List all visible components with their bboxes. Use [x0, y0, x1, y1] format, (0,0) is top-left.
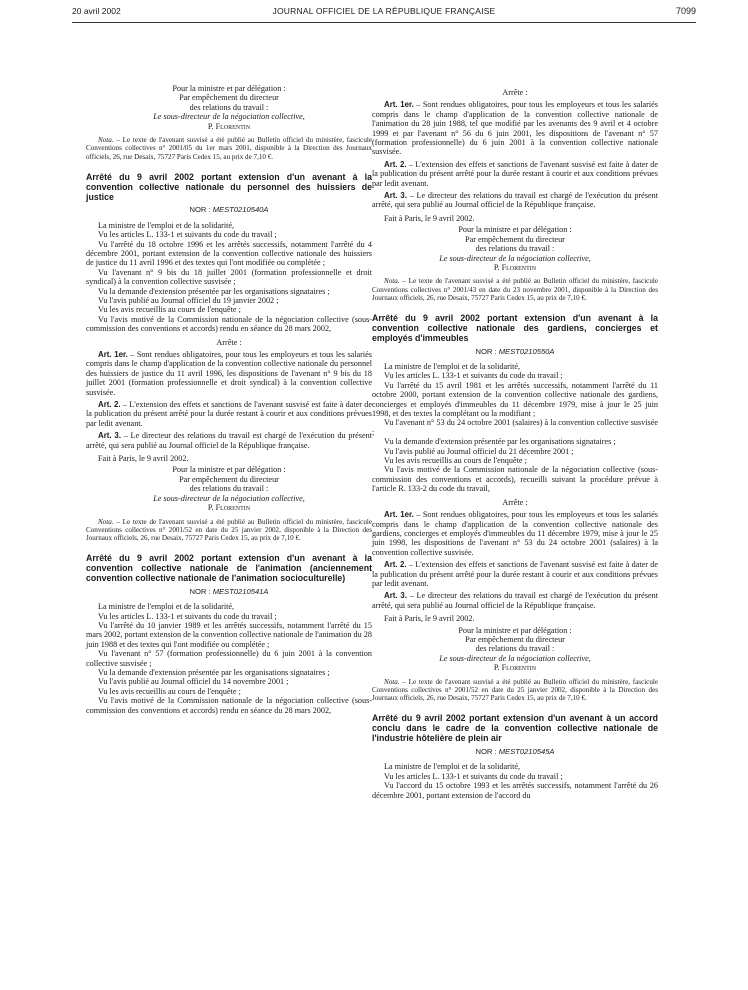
- body-paragraph: Vu les avis recueillis au cours de l'enquête ;: [384, 456, 527, 466]
- header-rule: [72, 22, 696, 23]
- article-text: – L'extension des effets et sanctions de l'avenant susvisé est faite à dater de la publication du présent arrêté pour la durée restant à courir et aux conditions prévues par ledit avenant.: [86, 400, 372, 428]
- issue-date: 20 avril 2002: [72, 6, 121, 16]
- body-paragraph: Vu la demande d'extension présentée par les organisations signataires ;: [384, 437, 616, 447]
- body-paragraph: Vu l'avis publié au Journal officiel du 21 décembre 2001 ;: [384, 446, 574, 456]
- body-paragraph: Vu les avis recueillis au cours de l'enquête ;: [98, 305, 241, 315]
- signatory-name: P. Florentin: [207, 503, 251, 513]
- body-paragraph: Vu l'avis publié au Journal officiel du 19 janvier 2002 ;: [98, 295, 279, 305]
- decree-title: Arrêté du 9 avril 2002 portant extension d'un avenant à un accord conclu dans le cadre de la convention collective nationale de l'industrie hôtelière de plein air: [372, 713, 658, 744]
- body-paragraph: Vu la demande d'extension présentée par les organisations signataires ;: [98, 286, 330, 296]
- nor-reference: [86, 205, 372, 214]
- body-paragraph: Vu l'avis motivé de la Commission nationale de la négociation collective (sous-commission des conventions et accords) rendu en séance du 28 mars 2002,: [86, 314, 372, 334]
- note-lead: Nota.: [98, 517, 114, 526]
- article-paragraph: [372, 191, 658, 210]
- article-paragraph: [372, 510, 658, 557]
- note-lead: Nota.: [384, 677, 400, 686]
- article-paragraph: [372, 160, 658, 188]
- signature-line: Le sous-directeur de la négociation collective,: [153, 112, 305, 122]
- signature-line: Pour la ministre et par délégation :: [172, 465, 286, 475]
- publication-note: [372, 678, 658, 703]
- signature-line: Le sous-directeur de la négociation collective,: [439, 253, 591, 263]
- article-paragraph: [86, 350, 372, 397]
- body-paragraph: Vu l'avenant n° 9 bis du 18 juillet 2001 (formation professionnelle et droit syndical) à la convention collective susvisée ;: [86, 267, 372, 287]
- article-paragraph: [372, 100, 658, 156]
- publication-note: [86, 518, 372, 543]
- left-column: [86, 84, 372, 715]
- signature-line: Pour la ministre et par délégation :: [458, 225, 572, 235]
- nor-code: MEST0210545A: [498, 746, 555, 756]
- body-paragraph: Vu l'arrêté du 10 janvier 1989 et les arrêtés successifs, notamment l'arrêté du 15 mars 2002, portant extension de la convention collective nationale de l'animation du 28 juin 1988 et des textes qui l'ont modifiée ou complétée ;: [86, 621, 372, 649]
- nor-label: NOR :: [475, 346, 499, 356]
- article-text: – L'extension des effets et sanctions de l'avenant susvisé est faite à dater de la publication du présent arrêté pour la durée restant à courir et aux conditions prévues par ledit avenant.: [372, 560, 658, 588]
- article-text: – Sont rendues obligatoires, pour tous les employeurs et tous les salariés compris dans le champ d'application de la convention collective nationale de l'animation du 28 juin 1988, tel que modifié par les avenants des 9 avril et 4 octobre 1999 et par l'avenant n° 56 du 6 juin 2001, les dispositions de l'avenant n° 57 (formation professionnelle) du 6 juin 2001 à la convention collective nationale susvisée.: [372, 100, 658, 157]
- article-paragraph: [372, 591, 658, 610]
- signatory-name: P. Florentin: [493, 663, 537, 673]
- body-paragraph: Vu l'accord du 15 octobre 1993 et les arrêtés successifs, notamment l'arrêté du 26 décembre 2001, portant extension de l'accord du: [372, 781, 658, 800]
- body-paragraph: Fait à Paris, le 9 avril 2002.: [384, 614, 475, 624]
- journal-title: JOURNAL OFFICIEL DE LA RÉPUBLIQUE FRANÇAISE: [272, 6, 496, 16]
- article-paragraph: [86, 431, 372, 450]
- article-label: Art. 3.: [384, 591, 408, 601]
- nor-label: NOR :: [189, 586, 213, 596]
- publication-note: [86, 136, 372, 161]
- signature-line: Par empêchement du directeur: [465, 234, 565, 244]
- article-label: Art. 3.: [98, 431, 122, 441]
- body-paragraph: Vu les avis recueillis au cours de l'enquête ;: [98, 686, 241, 696]
- body-paragraph: Vu l'avenant n° 53 du 24 octobre 2001 (salaires) à la convention collective susvisée ;: [372, 418, 658, 437]
- article-text: – Le directeur des relations du travail est chargé de l'exécution du présent arrêté, qui sera publié au Journal officiel de la République française.: [372, 591, 658, 610]
- body-paragraph: Vu l'avis motivé de la Commission nationale de la négociation collective (sous-commission des conventions et accords), recueilli suivant la procédure prévue à l'article R. 133-2 du code du travail,: [372, 465, 658, 494]
- nor-code: MEST0210540A: [212, 205, 269, 215]
- arrete-heading: Arrête :: [502, 88, 528, 97]
- body-paragraph: Vu les articles L. 133-1 et suivants du code du travail ;: [98, 611, 277, 621]
- signature-line: Par empêchement du directeur: [465, 634, 565, 644]
- arrete-heading: Arrête :: [216, 337, 242, 347]
- signature-line: des relations du travail :: [189, 484, 269, 494]
- signature-line: Pour la ministre et par délégation :: [458, 625, 572, 635]
- body-paragraph: Fait à Paris, le 9 avril 2002.: [98, 454, 189, 464]
- body-paragraph: La ministre de l'emploi et de la solidarité,: [98, 220, 235, 230]
- arrete-heading: Arrête :: [502, 497, 528, 507]
- article-label: Art. 1er.: [384, 510, 414, 520]
- article-label: Art. 1er.: [98, 350, 128, 359]
- nor-code: MEST0210541A: [212, 586, 269, 596]
- body-paragraph: Vu les articles L. 133-1 et suivants du code du travail ;: [98, 230, 277, 240]
- nor-label: NOR :: [189, 205, 213, 215]
- article-label: Art. 1er.: [384, 100, 414, 110]
- article-label: Art. 2.: [384, 159, 407, 169]
- body-paragraph: Vu les articles L. 133-1 et suivants du code du travail ;: [384, 371, 563, 381]
- decree-title: Arrêté du 9 avril 2002 portant extension d'un avenant à la convention collective nationale du personnel des huissiers de justice: [86, 171, 372, 202]
- signature-line: Par empêchement du directeur: [179, 474, 279, 484]
- body-paragraph: Fait à Paris, le 9 avril 2002.: [384, 213, 475, 223]
- page-number: 7099: [675, 6, 696, 16]
- body-paragraph: Vu l'avis publié au Journal officiel du 14 novembre 2001 ;: [98, 677, 289, 687]
- article-text: – Sont rendues obligatoires, pour tous les employeurs et tous les salariés compris dans le champ d'application de la convention collective nationale des gardiens, concierges et employés d'immeubles du 11 décembre 1979, mise à jour le 25 juin 1998, les dispositions de l'avenant n° 53 du 24 octobre 2001 (salaires) à la convention collective susvisée.: [372, 510, 658, 557]
- right-column: [372, 84, 658, 800]
- signatory-name: P. Florentin: [493, 262, 537, 272]
- decree-title: Arrêté du 9 avril 2002 portant extension d'un avenant à la convention collective nationale des gardiens, concierges et employés d'immeubles: [372, 313, 658, 343]
- note-lead: Nota.: [384, 277, 400, 286]
- publication-note: [372, 277, 658, 302]
- signature-line: des relations du travail :: [475, 644, 555, 654]
- nor-label: NOR :: [475, 746, 499, 756]
- article-label: Art. 3.: [384, 191, 408, 201]
- article-text: – Le directeur des relations du travail est chargé de l'exécution du présent arrêté, qui sera publié au Journal officiel de la République française.: [372, 191, 658, 210]
- nor-reference: [372, 347, 658, 356]
- signature-line: des relations du travail :: [475, 244, 555, 254]
- nor-reference: [372, 747, 658, 756]
- article-text: – L'extension des effets et sanctions de l'avenant susvisé est faite à dater de la publication du présent arrêté pour la durée restant à courir et aux conditions prévues par ledit avenant.: [372, 159, 658, 188]
- body-paragraph: La ministre de l'emploi et de la solidarité,: [98, 602, 235, 612]
- signature-line: Par empêchement du directeur: [179, 93, 279, 103]
- article-paragraph: [372, 560, 658, 588]
- article-text: – Sont rendues obligatoires, pour tous les employeurs et tous les salariés compris dans le champ d'application de la convention collective nationale du personnel des huissiers de justice du 11 avril 1996, les dispositions de l'avenant n° 9 bis du 18 juillet 2001 (formation professionnelle et droit syndical) à la convention collective susvisée.: [86, 350, 372, 397]
- note-lead: Nota.: [98, 136, 114, 145]
- signature-line: Pour la ministre et par délégation :: [172, 84, 286, 93]
- note-text: – Le texte de l'avenant susvisé a été publié au Bulletin officiel du ministère, fascicule Conventions collectives n° 2001/52 en date du 25 janvier 2002, disponible à la Direction des Journaux officiels, 26, rue Desaix, 75727 Paris Cedex 15, au prix de 7,10 €.: [372, 677, 658, 703]
- article-label: Art. 2.: [384, 560, 407, 570]
- decree-title: Arrêté du 9 avril 2002 portant extension d'un avenant à la convention collective nationale de l'animation (anciennement convention collective nationale de l'animation socioculturelle): [86, 553, 372, 583]
- body-paragraph: Vu l'arrêté du 15 avril 1981 et les arrêtés successifs, notamment l'arrêté du 11 octobre 2000, portant extension de la convention collective nationale des gardiens, concierges et employés d'immeubles du 11 décembre 1979, mise à jour le 25 juin 1998, et des textes la complétant ou la modifiant ;: [372, 380, 658, 419]
- signatory-name: P. Florentin: [207, 121, 251, 131]
- page-header: [72, 6, 696, 20]
- nor-code: MEST0210550A: [498, 346, 555, 356]
- body-paragraph: La ministre de l'emploi et de la solidarité,: [384, 362, 521, 371]
- body-paragraph: Vu la demande d'extension présentée par les organisations signataires ;: [98, 668, 330, 678]
- body-paragraph: Vu l'avis motivé de la Commission nationale de la négociation collective (sous-commission des conventions et accords) rendu en séance du 28 mars 2002,: [86, 696, 372, 715]
- body-paragraph: Vu les articles L. 133-1 et suivants du code du travail ;: [384, 771, 563, 781]
- signature-line: Le sous-directeur de la négociation collective,: [439, 653, 591, 663]
- body-paragraph: Vu l'arrêté du 18 octobre 1996 et les arrêtés successifs, notamment l'arrêté du 4 décembre 2001, portant extension de la convention collective nationale des huissiers de justice du 11 avril 1996 et des textes qui l'ont modifiée ou complétée ;: [86, 239, 372, 268]
- nor-reference: [86, 587, 372, 596]
- article-text: – Le directeur des relations du travail est chargé de l'exécution du présent arrêté, qui sera publié au Journal officiel de la République française.: [86, 431, 372, 450]
- note-text: – Le texte de l'avenant susvisé a été publié au Bulletin officiel du ministère, fascicule Conventions collectives n° 2001/43 en date du 23 novembre 2001, disponible à la Direction des Journaux officiels, 26, rue Desaix, 75727 Paris Cedex 15, au prix de 7,10 €.: [372, 277, 658, 302]
- note-text: – Le texte de l'avenant susvisé a été publié au Bulletin officiel du ministère, fascicule Conventions collectives n° 2001/52 en date du 25 janvier 2002, disponible à la Direction des Journaux officiels, 26, rue Desaix, 75727 Paris Cedex 15, au prix de 7,10 €.: [86, 517, 372, 543]
- article-paragraph: [86, 400, 372, 428]
- signature-line: Le sous-directeur de la négociation collective,: [153, 493, 305, 503]
- article-label: Art. 2.: [98, 400, 121, 410]
- body-paragraph: Vu l'avenant n° 57 (formation professionnelle) du 6 juin 2001 à la convention collective susvisée ;: [86, 649, 372, 668]
- note-text: – Le texte de l'avenant susvisé a été publié au Bulletin officiel du ministère, fascicule Conventions collectives n° 2001/05 du 1er mars 2001, disponible à la Direction des Journaux officiels, 26, rue Desaix, 75727 Paris Cedex 15, au prix de 7,10 €.: [86, 136, 372, 161]
- body-paragraph: La ministre de l'emploi et de la solidarité,: [384, 762, 521, 772]
- signature-line: des relations du travail :: [189, 102, 269, 112]
